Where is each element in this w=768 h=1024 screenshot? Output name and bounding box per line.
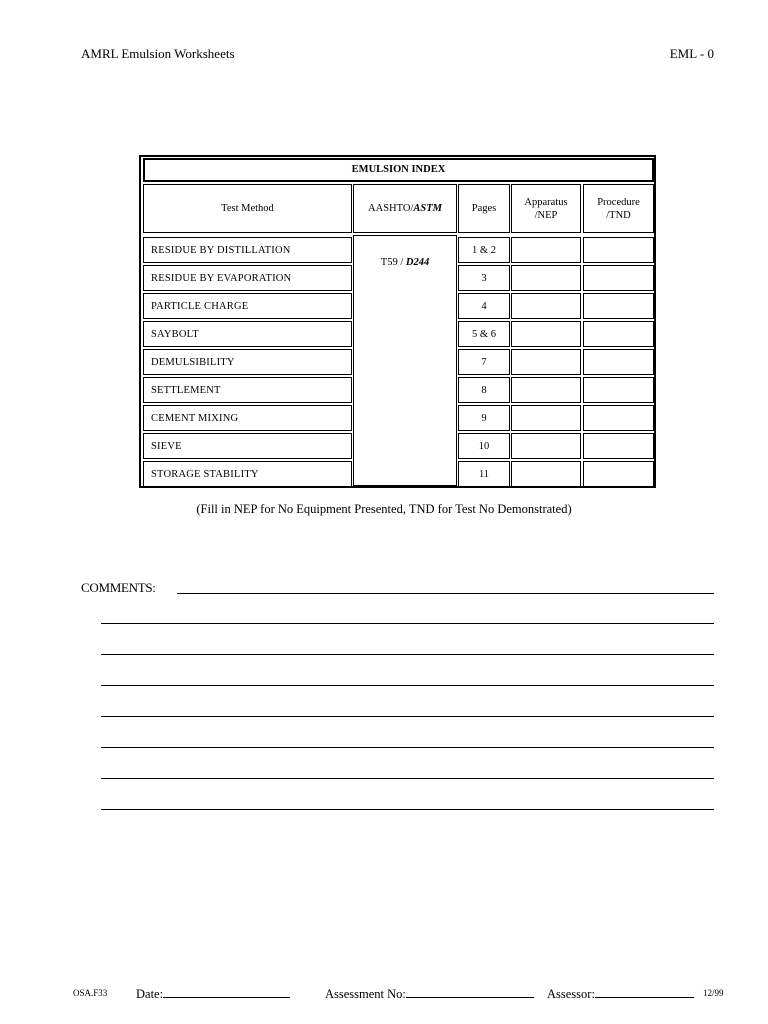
row-test-name: SIEVE (143, 433, 352, 459)
row-test-name: DEMULSIBILITY (143, 349, 352, 375)
row-apparatus-cell[interactable] (511, 349, 581, 375)
date-label: Date: (136, 987, 164, 1001)
row-test-name: RESIDUE BY DISTILLATION (143, 237, 352, 263)
table-title: EMULSION INDEX (143, 158, 654, 182)
comment-line[interactable] (101, 685, 714, 686)
fill-in-note: (Fill in NEP for No Equipment Presented, TND for Test No Demonstrated) (196, 502, 572, 516)
row-pages: 4 (458, 293, 510, 319)
comment-line[interactable] (101, 654, 714, 655)
method-cell (353, 235, 457, 486)
row-pages: 1 & 2 (458, 237, 510, 263)
assessor-blank[interactable] (595, 986, 694, 998)
apparatus-label: Apparatus (524, 196, 568, 208)
comment-line[interactable] (101, 716, 714, 717)
assessor-label: Assessor: (547, 987, 595, 1001)
row-procedure-cell[interactable] (583, 405, 654, 431)
row-pages: 9 (458, 405, 510, 431)
comment-line[interactable] (101, 778, 714, 779)
comment-line[interactable] (101, 809, 714, 810)
aashto-method: T59 / (380, 257, 406, 268)
row-pages: 7 (458, 349, 510, 375)
row-apparatus-cell[interactable] (511, 377, 581, 403)
date-field[interactable] (136, 986, 290, 1002)
procedure-label: Procedure (597, 196, 640, 208)
column-header-pages: Pages (458, 184, 510, 233)
row-apparatus-cell[interactable] (511, 433, 581, 459)
column-header-test-method: Test Method (143, 184, 352, 233)
row-apparatus-cell[interactable] (511, 293, 581, 319)
row-procedure-cell[interactable] (583, 377, 654, 403)
row-test-name: CEMENT MIXING (143, 405, 352, 431)
comments-label: COMMENTS: (81, 580, 156, 595)
revision-date: 12/99 (703, 988, 724, 998)
aashto-label: AASHTO/ (368, 203, 414, 214)
document-code: EML - 0 (669, 46, 714, 61)
column-header-apparatus (511, 184, 581, 233)
date-blank[interactable] (163, 986, 290, 998)
row-apparatus-cell[interactable] (511, 237, 581, 263)
astm-label: ASTM (413, 203, 442, 214)
row-apparatus-cell[interactable] (511, 265, 581, 291)
astm-method: D244 (405, 257, 430, 268)
row-pages: 10 (458, 433, 510, 459)
form-id: OSA.F33 (73, 988, 108, 998)
row-procedure-cell[interactable] (583, 321, 654, 347)
row-procedure-cell[interactable] (583, 461, 654, 487)
row-procedure-cell[interactable] (583, 349, 654, 375)
assessment-number-label: Assessment No: (325, 987, 406, 1001)
row-pages: 8 (458, 377, 510, 403)
row-test-name: STORAGE STABILITY (143, 461, 352, 487)
row-apparatus-cell[interactable] (511, 321, 581, 347)
comment-line[interactable] (177, 593, 714, 594)
row-test-name: RESIDUE BY EVAPORATION (143, 265, 352, 291)
row-test-name: PARTICLE CHARGE (143, 293, 352, 319)
tnd-label: /TND (606, 209, 631, 221)
row-procedure-cell[interactable] (583, 265, 654, 291)
header-title: AMRL Emulsion Worksheets (81, 46, 235, 61)
comment-line[interactable] (101, 623, 714, 624)
row-pages: 5 & 6 (458, 321, 510, 347)
column-header-aashto-astm (353, 184, 457, 233)
row-pages: 11 (458, 461, 510, 487)
row-test-name: SAYBOLT (143, 321, 352, 347)
assessment-number-field[interactable] (325, 986, 534, 1002)
row-procedure-cell[interactable] (583, 237, 654, 263)
row-procedure-cell[interactable] (583, 293, 654, 319)
row-apparatus-cell[interactable] (511, 461, 581, 487)
row-apparatus-cell[interactable] (511, 405, 581, 431)
row-pages: 3 (458, 265, 510, 291)
assessor-field[interactable] (547, 986, 694, 1002)
column-header-procedure (583, 184, 654, 233)
assessment-number-blank[interactable] (406, 986, 534, 998)
row-test-name: SETTLEMENT (143, 377, 352, 403)
nep-label: /NEP (534, 209, 558, 221)
comment-line[interactable] (101, 747, 714, 748)
row-procedure-cell[interactable] (583, 433, 654, 459)
